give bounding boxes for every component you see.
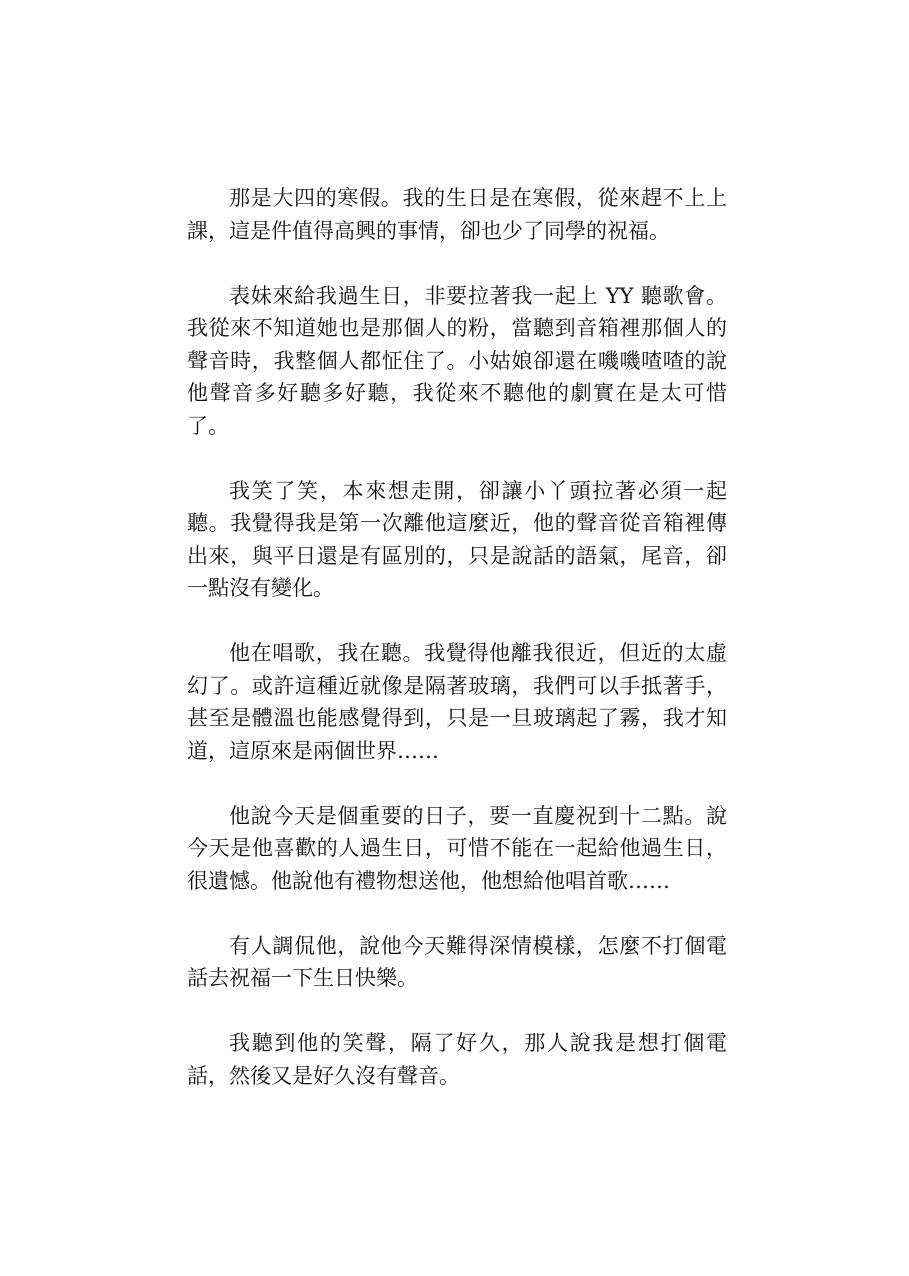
- paragraph: 他說今天是個重要的日子，要一直慶祝到十二點。說今天是他喜歡的人過生日，可惜不能在一起給他過生日，很遺憾。他說他有禮物想送他，他想給他唱首歌……: [187, 803, 727, 893]
- paragraph: 我笑了笑，本來想走開，卻讓小丫頭拉著必須一起聽。我覺得我是第一次離他這麼近，他的聲音從音箱裡傳出來，與平日還是有區別的，只是說話的語氣，尾音，卻一點沒有變化。: [187, 478, 727, 600]
- paragraph: 他在唱歌，我在聽。我覺得他離我很近，但近的太虛幻了。或許這種近就像是隔著玻璃，我們可以手抵著手，甚至是體溫也能感覺得到，只是一旦玻璃起了霧，我才知道，這原來是兩個世界……: [187, 641, 727, 763]
- body-text: [187, 182, 727, 1125]
- paragraph: 我聽到他的笑聲，隔了好久，那人說我是想打個電話，然後又是好久沒有聲音。: [187, 1031, 727, 1088]
- paragraph: 有人調侃他，說他今天難得深情模樣，怎麼不打個電話去祝福一下生日快樂。: [187, 933, 727, 990]
- paragraph: 那是大四的寒假。我的生日是在寒假，從來趕不上上課，這是件值得高興的事情，卻也少了同學的祝福。: [187, 186, 727, 243]
- paragraph: 表妹來給我過生日，非要拉著我一起上 YY 聽歌會。我從來不知道她也是那個人的粉，當聽到音箱裡那個人的聲音時，我整個人都怔住了。小姑娘卻還在嘰嘰喳喳的說他聲音多好聽多好聽，我從來不聽他的劇實在是太可惜了。: [187, 283, 727, 438]
